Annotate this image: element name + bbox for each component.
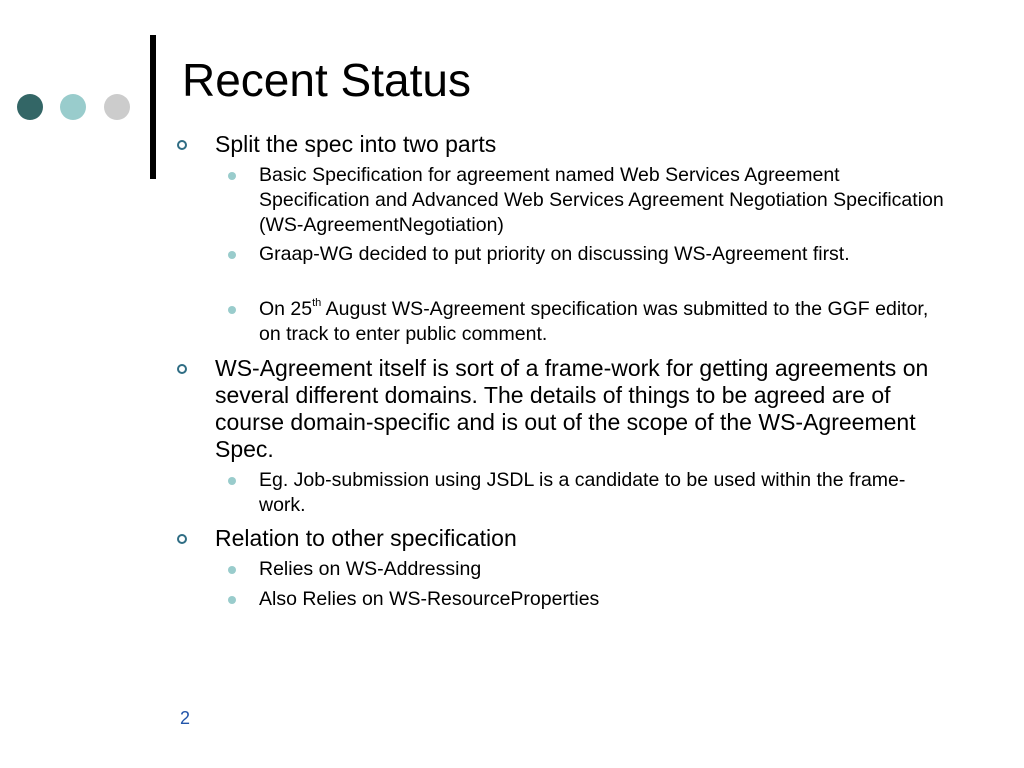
bullet-1-text: Split the spec into two parts	[215, 131, 497, 157]
bullet-1-sub-3-text	[259, 297, 949, 347]
sub-bullet-dot-icon	[228, 477, 236, 485]
bullet-2-text: WS-Agreement itself is sort of a frame-work for getting agreements on several different domains. The details of things to be agreed are of course domain-specific and is out of the scope of the WS-Agreement Spec.	[215, 355, 929, 462]
bullet-circle-icon	[177, 534, 187, 544]
sub-3-text-after: August WS-Agreement specification was submitted to the GGF editor, on track to enter public comment.	[259, 298, 929, 345]
bullet-1-sub-1-text: Basic Specification for agreement named Web Services Agreement Specification and Advanced Web Services Agreement Negotiation Specification (WS-AgreementNegotiation)	[259, 164, 944, 236]
sub-bullet-dot-icon	[228, 596, 236, 604]
ordinal-suffix: th	[312, 296, 322, 309]
bullet-circle-icon	[177, 140, 187, 150]
sub-bullet-dot-icon	[228, 251, 236, 259]
sub-bullet-dot-icon	[228, 172, 236, 180]
slide-title: Recent Status	[182, 54, 471, 106]
sub-bullet-dot-icon	[228, 566, 236, 574]
bullet-3-text: Relation to other specification	[215, 525, 517, 551]
bullet-circle-icon	[177, 364, 187, 374]
bullet-2-sub-1-text: Eg. Job-submission using JSDL is a candidate to be used within the frame-work.	[259, 469, 906, 516]
sub-3-text-before: On 25	[259, 298, 313, 320]
bullet-3-sub-1-text: Relies on WS-Addressing	[259, 558, 482, 580]
sub-bullet-dot-icon	[228, 306, 236, 314]
slide-number: 2	[180, 708, 191, 728]
bullet-3-sub-2-text: Also Relies on WS-ResourceProperties	[259, 588, 600, 610]
bullet-1-sub-2-text: Graap-WG decided to put priority on discussing WS-Agreement first.	[259, 243, 850, 265]
